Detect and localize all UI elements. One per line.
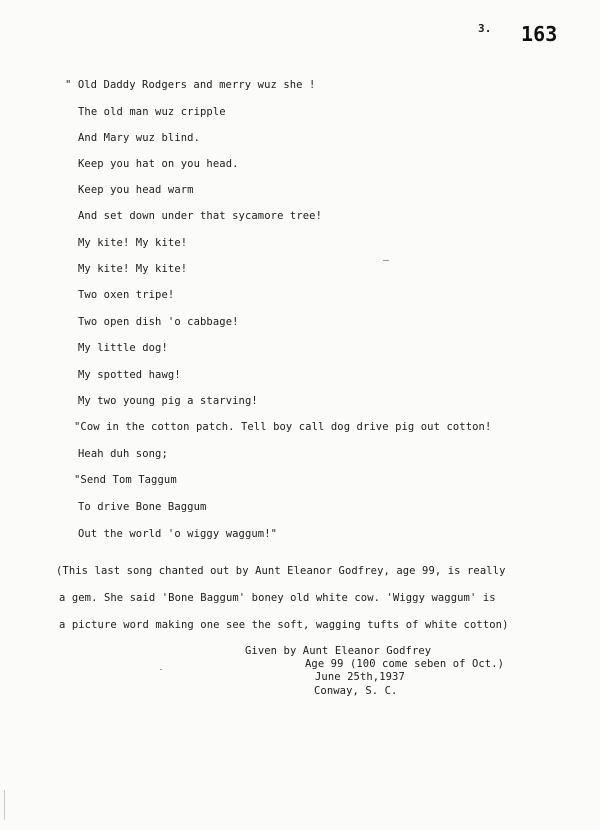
paper-speck <box>383 260 389 261</box>
poem-line: "Cow in the cotton patch. Tell boy call dog drive pig out cotton! <box>74 421 492 433</box>
poem-line: Keep you head warm <box>78 184 194 196</box>
poem-line: And set down under that sycamore tree! <box>78 210 323 222</box>
poem-line: Two open dish 'o cabbage! <box>78 316 239 328</box>
poem-line: My kite! My kite! <box>78 237 188 249</box>
location-line: Conway, S. C. <box>314 685 398 697</box>
poem-line: " Old Daddy Rodgers and merry wuz she ! <box>65 79 316 91</box>
date-line: June 25th,1937 <box>315 671 405 683</box>
page-number: 163 <box>521 22 558 46</box>
poem-line: My little dog! <box>78 342 168 354</box>
poem-line: My kite! My kite! <box>78 263 188 275</box>
poem-line: To drive Bone Baggum <box>78 501 207 513</box>
poem-line: Keep you hat on you head. <box>78 158 239 170</box>
note-line: a picture word making one see the soft, wagging tufts of white cotton) <box>59 619 509 631</box>
sheet-number: 3. <box>478 22 492 35</box>
paper-edge-mark <box>4 790 5 820</box>
note-line: (This last song chanted out by Aunt Eleanor Godfrey, age 99, is really <box>56 565 506 577</box>
poem-line: Heah duh song; <box>78 448 168 460</box>
paper-speck <box>160 669 162 670</box>
note-line: a gem. She said 'Bone Baggum' boney old white cow. 'Wiggy waggum' is <box>59 592 496 604</box>
poem-line: Out the world 'o wiggy waggum!" <box>78 528 278 540</box>
age-line: Age 99 (100 come seben of Oct.) <box>305 658 505 670</box>
poem-line: My two young pig a starving! <box>78 395 258 407</box>
poem-line: The old man wuz cripple <box>78 106 226 118</box>
poem-line: My spotted hawg! <box>78 369 181 381</box>
poem-line: And Mary wuz blind. <box>78 132 201 144</box>
informant-line: Given by Aunt Eleanor Godfrey <box>245 645 432 657</box>
poem-line: "Send Tom Taggum <box>74 474 177 486</box>
poem-line: Two oxen tripe! <box>78 289 175 301</box>
